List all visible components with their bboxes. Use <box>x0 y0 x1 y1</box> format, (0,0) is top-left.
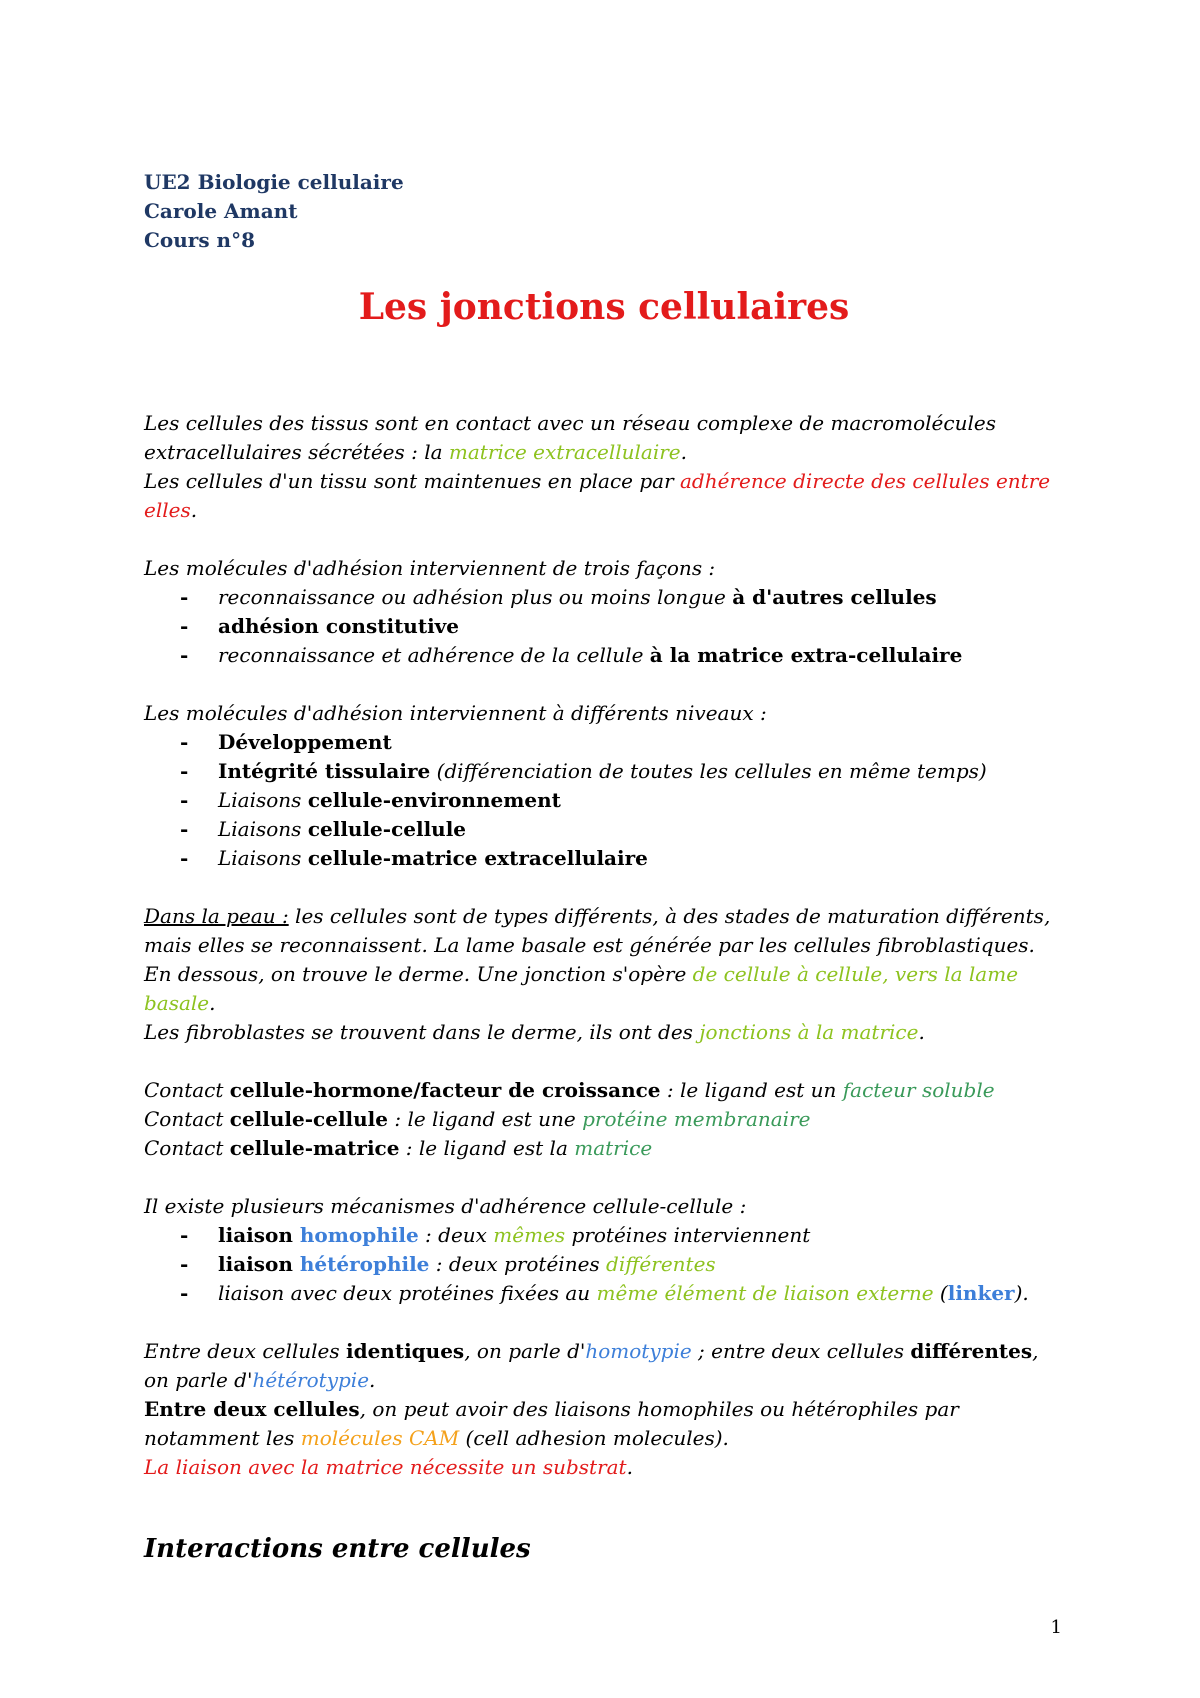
list-item: - liaison hétérophile : deux protéines différentes <box>180 1252 716 1276</box>
spacer <box>144 670 1064 699</box>
text-run: . <box>369 1368 376 1392</box>
highlight-matrice: matrice extracellulaire <box>448 440 681 464</box>
highlight-homotypie: homotypie <box>585 1339 692 1363</box>
text-run: cellule-matrice extracellulaire <box>307 846 648 870</box>
list-item: - Intégrité tissulaire (différenciation de toutes les cellules en même temps) <box>180 759 987 783</box>
highlight-proteine: protéine membranaire <box>582 1107 811 1131</box>
text-run: liaison <box>218 1223 300 1247</box>
list-item: - liaison homophile : deux mêmes protéines interviennent <box>180 1223 811 1247</box>
page-content <box>144 168 1064 1566</box>
text-run: Entre deux cellules <box>144 1397 360 1421</box>
text-run: , on parle d' <box>464 1339 586 1363</box>
text-run: : deux <box>418 1223 494 1247</box>
between-paragraph <box>144 1395 1064 1453</box>
text-run: (différenciation de toutes les cellules en même temps) <box>430 759 987 783</box>
lesson-number: Cours n°8 <box>144 228 256 252</box>
text-run: à d'autres cellules <box>732 585 937 609</box>
text-run: : le ligand est la <box>399 1136 575 1160</box>
list-item: - reconnaissance ou adhésion plus ou moins longue à d'autres cellules <box>180 585 937 609</box>
highlight-substrat: La liaison avec la matrice nécessite un substrat <box>144 1455 627 1479</box>
text-run: cellule-cellule <box>229 1107 389 1131</box>
skin-paragraph <box>144 902 1064 1018</box>
text-run: Intégrité tissulaire <box>218 759 431 783</box>
highlight-jonctions: jonctions à la matrice <box>699 1020 919 1044</box>
text-run: Les cellules des tissus sont en contact avec un réseau complexe de macromolécules extracellulaires sécrétées : la <box>144 411 996 464</box>
spacer <box>144 873 1064 902</box>
list-item: - Développement <box>180 730 392 754</box>
author-name: Carole Amant <box>144 199 298 223</box>
text-run: adhésion constitutive <box>218 614 460 638</box>
levels-list <box>144 728 1064 873</box>
text-run: Entre deux cellules <box>144 1339 346 1363</box>
typie-paragraph <box>144 1337 1064 1395</box>
text-run: reconnaissance et adhérence de la cellule <box>218 643 650 667</box>
list-item: - Liaisons cellule-matrice extracellulaire <box>180 846 648 870</box>
text-run: Contact <box>144 1136 230 1160</box>
highlight-differentes: différentes <box>606 1252 716 1276</box>
intro-paragraph-1 <box>144 409 1064 467</box>
text-run: ( <box>933 1281 948 1305</box>
text-run: cellule-hormone/facteur de croissance <box>229 1078 661 1102</box>
text-run: : deux protéines <box>429 1252 607 1276</box>
highlight-heterophile: hétérophile <box>299 1252 430 1276</box>
highlight-adherence: adhérence directe des cellules entre elles <box>144 469 1051 522</box>
text-run: ). <box>1014 1281 1029 1305</box>
text-run: liaison <box>218 1252 300 1276</box>
list-item: - reconnaissance et adhérence de la cellule à la matrice extra-cellulaire <box>180 643 963 667</box>
list-item: - liaison avec deux protéines fixées au même élément de liaison externe (linker). <box>180 1281 1029 1305</box>
text-run: . <box>626 1455 633 1479</box>
text-run: , on peut avoir des liaisons homophiles ou hétérophiles par notamment les <box>144 1397 959 1450</box>
spacer <box>144 1163 1064 1192</box>
highlight-cellule: de cellule à cellule, vers la lame basale <box>144 962 1019 1015</box>
text-run: Les fibroblastes se trouvent dans le derme, ils ont des <box>144 1020 700 1044</box>
spacer <box>144 525 1064 554</box>
text-run: . <box>209 991 216 1015</box>
highlight-element: même élément de liaison externe <box>596 1281 934 1305</box>
levels-lead: Les molécules d'adhésion interviennent à différents niveaux : <box>144 701 767 725</box>
highlight-heterotypie: hétérotypie <box>252 1368 370 1392</box>
text-run: cellule-matrice <box>229 1136 400 1160</box>
text-run: identiques <box>346 1339 465 1363</box>
text-run: Développement <box>218 730 392 754</box>
text-run: Les cellules d'un tissu sont maintenues en place par <box>144 469 680 493</box>
text-run: Liaisons <box>218 846 308 870</box>
text-run: protéines interviennent <box>565 1223 811 1247</box>
highlight-facteur: facteur soluble <box>842 1078 995 1102</box>
mechanisms-lead: Il existe plusieurs mécanismes d'adhérence cellule-cellule : <box>144 1194 747 1218</box>
document-title: Les jonctions cellulaires <box>358 286 850 328</box>
list-item: - Liaisons cellule-environnement <box>180 788 561 812</box>
spacer <box>144 1482 1064 1532</box>
spacer <box>144 1308 1064 1337</box>
page-number: 1 <box>1050 1617 1062 1638</box>
highlight-memes: mêmes <box>493 1223 566 1247</box>
text-run: Contact <box>144 1078 230 1102</box>
contact-matrice <box>144 1134 1064 1163</box>
text-run: Contact <box>144 1107 230 1131</box>
text-run: Liaisons <box>218 817 308 841</box>
text-run: liaison avec deux protéines fixées au <box>218 1281 597 1305</box>
ways-lead: Les molécules d'adhésion interviennent de trois façons : <box>144 556 716 580</box>
spacer <box>144 329 1064 409</box>
skin-label: Dans la peau : <box>144 904 289 928</box>
intro-paragraph-2 <box>144 467 1064 525</box>
text-run: . <box>680 440 687 464</box>
fibroblast-paragraph <box>144 1018 1064 1047</box>
highlight-matrice: matrice <box>574 1136 653 1160</box>
text-run: les cellules sont de types différents, à des stades de maturation différents, mais elles se reconnaissent. La lame basale est générée par les cellules fibroblastiques. En dessous, on trouve le derme. Une jonction s'opère <box>144 904 1051 986</box>
text-run: reconnaissance ou adhésion plus ou moins longue <box>218 585 733 609</box>
list-item: - Liaisons cellule-cellule <box>180 817 467 841</box>
text-run: . <box>918 1020 925 1044</box>
course-name: UE2 Biologie cellulaire <box>144 170 404 194</box>
text-run: Liaisons <box>218 788 308 812</box>
text-run: (cell adhesion molecules). <box>459 1426 729 1450</box>
text-run: : le ligand est un <box>660 1078 843 1102</box>
contact-cellule <box>144 1105 1064 1134</box>
highlight-linker: linker <box>947 1281 1015 1305</box>
text-run: cellule-environnement <box>307 788 561 812</box>
section-heading: Interactions entre cellules <box>144 1534 531 1564</box>
text-run: à la matrice extra-cellulaire <box>649 643 963 667</box>
text-run: ; entre deux cellules <box>691 1339 911 1363</box>
contact-hormone <box>144 1076 1064 1105</box>
list-item: - adhésion constitutive <box>180 614 460 638</box>
text-run: cellule-cellule <box>307 817 467 841</box>
highlight-homophile: homophile <box>299 1223 419 1247</box>
text-run: différentes <box>910 1339 1033 1363</box>
highlight-cam: molécules CAM <box>300 1426 460 1450</box>
text-run: : le ligand est une <box>388 1107 583 1131</box>
substrat-paragraph <box>144 1453 1064 1482</box>
text-run: , on parle d' <box>144 1339 1039 1392</box>
mechanisms-list <box>144 1221 1064 1308</box>
ways-list <box>144 583 1064 670</box>
text-run: . <box>190 498 198 522</box>
spacer <box>144 1047 1064 1076</box>
